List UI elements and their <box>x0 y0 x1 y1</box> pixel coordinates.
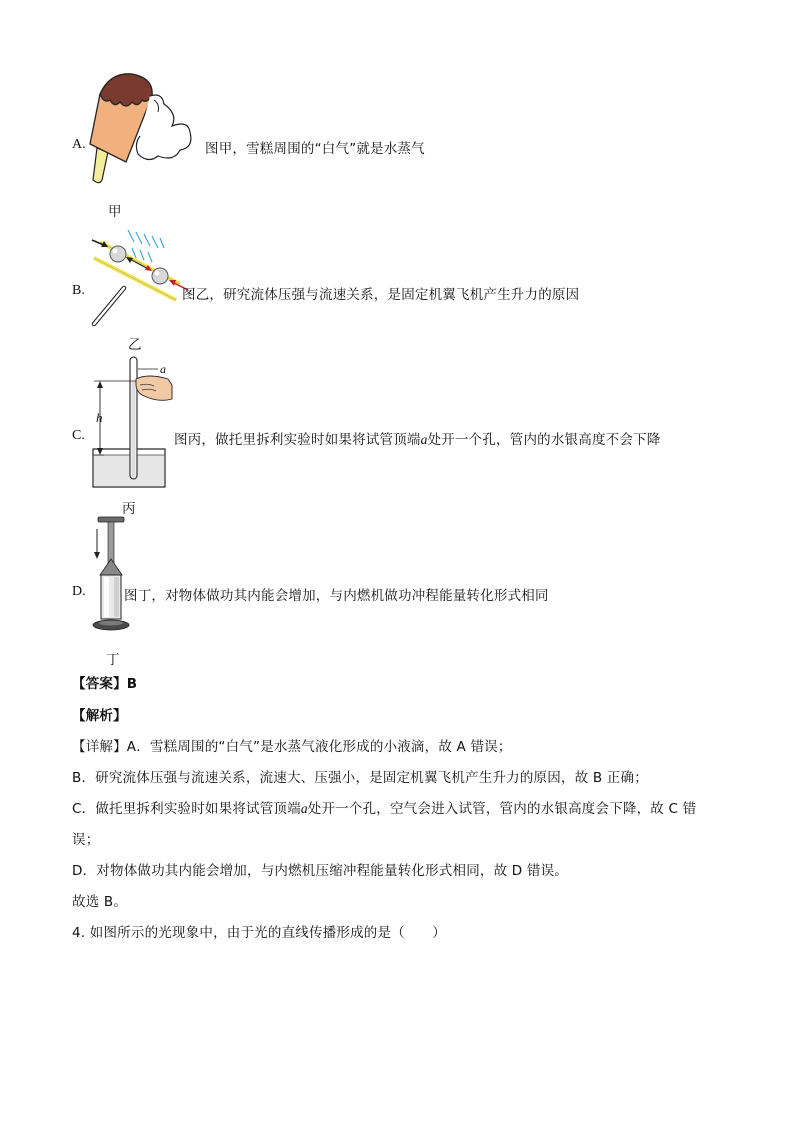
variable-a: a <box>300 801 308 816</box>
figure-label-h: h <box>96 410 103 425</box>
conclusion: 故选 B。 <box>72 894 128 910</box>
explanation-d: D．对物体做功其内能会增加，与内燃机压缩冲程能量转化形式相同，故 D 错误。 <box>72 863 568 879</box>
next-question: 4. 如图所示的光现象中，由于光的直线传播形成的是（ ） <box>72 925 446 941</box>
option-letter: A. <box>72 137 86 152</box>
syringe-figure <box>88 515 138 635</box>
option-text: 图乙，研究流体压强与流速关系，是固定机翼飞机产生升力的原因 <box>182 287 580 303</box>
figure-caption: 乙 <box>128 337 142 353</box>
answer-line: 【答案】B <box>72 676 138 692</box>
explanation-c-continued: 误； <box>72 832 100 848</box>
option-text: 图丁，对物体做功其内能会增加，与内燃机做功冲程能量转化形式相同 <box>124 588 549 604</box>
ice-cream-figure <box>88 70 198 185</box>
variable-a: a <box>420 432 428 447</box>
explanation-a: 【详解】A．雪糕周围的“白气”是水蒸气液化形成的小液滴，故 A 错误； <box>72 739 512 755</box>
option-text: 图丙，做托里拆利实验时如果将试管顶端a处开一个孔，管内的水银高度不会下降 <box>174 432 661 448</box>
option-letter: C. <box>72 428 85 443</box>
airflow-balls-figure <box>88 228 193 333</box>
figure-label-a: a <box>160 362 166 376</box>
figure-caption: 丁 <box>106 652 120 668</box>
option-letter: B. <box>72 283 85 298</box>
explanation-b: B．研究流体压强与流速关系，流速大、压强小，是固定机翼飞机产生升力的原因，故 B 正确； <box>72 770 648 786</box>
analysis-heading: 【解析】 <box>72 708 127 724</box>
option-text: 图甲，雪糕周围的“白气”就是水蒸气 <box>205 141 425 157</box>
explanation-c: C．做托里拆利实验时如果将试管顶端a处开一个孔，空气会进入试管，管内的水银高度会下降，故 C 错 <box>72 801 697 817</box>
option-letter: D. <box>72 584 86 599</box>
figure-caption: 甲 <box>108 204 122 220</box>
figure-caption: 丙 <box>122 501 136 517</box>
